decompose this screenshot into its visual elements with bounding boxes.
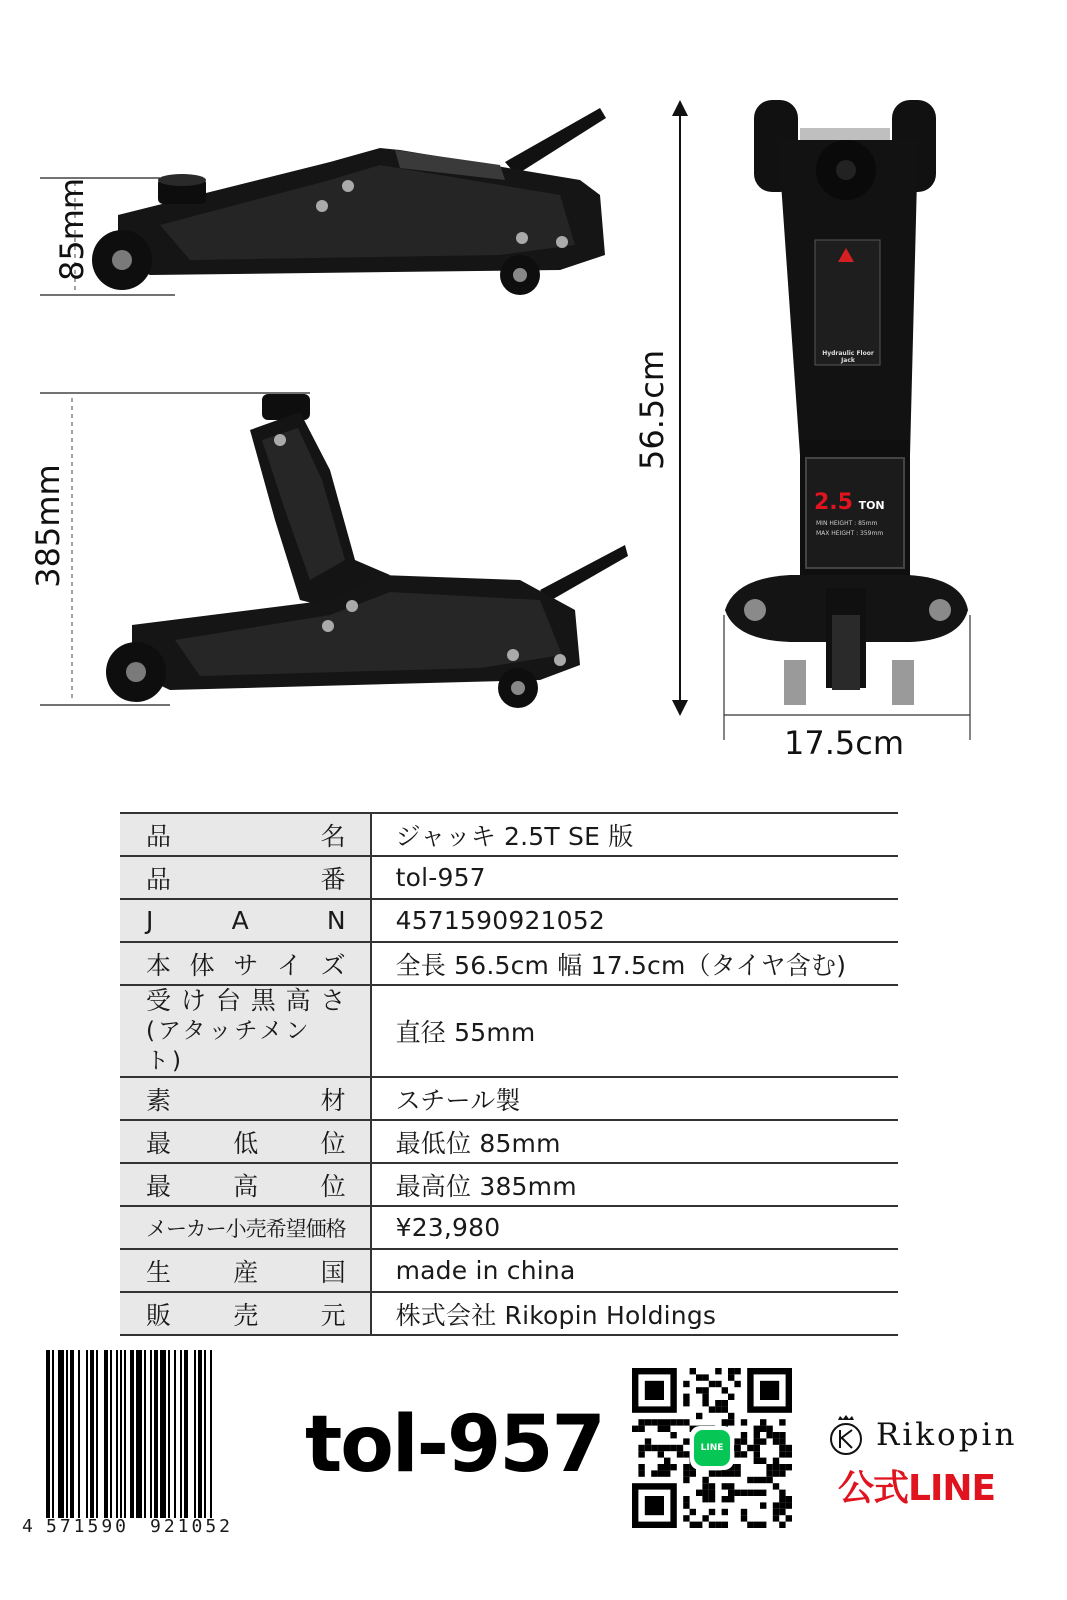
spec-key-label	[146, 1081, 346, 1117]
spec-value: 4571590921052	[371, 899, 898, 942]
spec-key-label	[146, 1124, 346, 1160]
spec-key-char: 材	[320, 1085, 346, 1115]
spec-row	[120, 1249, 898, 1292]
spec-key-char: 体	[189, 950, 215, 980]
spec-row	[120, 856, 898, 899]
spec-key-char: 販	[146, 1300, 172, 1330]
barcode-digits-left: 571590	[46, 1516, 130, 1537]
spec-key-label	[146, 946, 346, 982]
spec-row	[120, 1206, 898, 1249]
spec-key-char: 黒	[250, 986, 276, 1015]
dimension-width: 17.5cm	[784, 724, 905, 762]
official-line-label[interactable]: 公式LINE	[838, 1468, 996, 1509]
spec-key-char: イ	[276, 950, 302, 980]
spec-value: tol-957	[371, 856, 898, 899]
spec-key-char: 低	[233, 1128, 259, 1158]
spec-key	[120, 813, 371, 856]
spec-key-char: 品	[146, 821, 172, 851]
spec-row	[120, 1292, 898, 1335]
spec-key-char: 番	[320, 864, 346, 894]
spec-key-label	[146, 1167, 346, 1203]
capacity-label	[814, 490, 885, 515]
brand-logo	[826, 1414, 866, 1462]
spec-key	[120, 1206, 371, 1249]
spec-row	[120, 985, 898, 1077]
max-height-label: MAX HEIGHT : 359mm	[816, 530, 884, 537]
capacity-unit: TON	[858, 499, 885, 512]
spec-key-char: 元	[320, 1300, 346, 1330]
spec-key-label	[146, 906, 346, 935]
spec-value: 最高位 385mm	[371, 1163, 898, 1206]
spec-key-char: 品	[146, 864, 172, 894]
capacity-value: 2.5	[814, 490, 853, 515]
spec-key-char: 生	[146, 1257, 172, 1287]
spec-key-char: 売	[233, 1300, 259, 1330]
spec-key-line1	[146, 986, 346, 1016]
dimension-low-height: 85mm	[53, 177, 91, 281]
barcode-digit-first: 4	[22, 1516, 33, 1537]
spec-key-label: メーカー小売希望価格	[146, 1216, 346, 1241]
spec-row	[120, 942, 898, 985]
spec-row	[120, 813, 898, 856]
spec-key-char: 素	[146, 1085, 172, 1115]
spec-key-label	[146, 860, 346, 896]
rikopin-crest-icon	[826, 1414, 866, 1458]
line-qr-code[interactable]	[632, 1368, 792, 1528]
spec-value: スチール製	[371, 1077, 898, 1120]
spec-key-char: 高	[233, 1171, 259, 1201]
spec-row	[120, 1120, 898, 1163]
spec-key-char: 高	[285, 986, 311, 1015]
spec-key-char: 最	[146, 1171, 172, 1201]
spec-key-line2: (アタッチメント)	[146, 1018, 312, 1074]
spec-key	[120, 1120, 371, 1163]
spec-row	[120, 1163, 898, 1206]
spec-key	[120, 856, 371, 899]
barcode-digits-right: 921052	[150, 1516, 234, 1537]
spec-key	[120, 1292, 371, 1335]
spec-key-char: J	[146, 906, 154, 935]
spec-key-label	[146, 817, 346, 853]
spec-key-char: 位	[320, 1128, 346, 1158]
dimension-high-height: 385mm	[29, 464, 67, 588]
spec-key-char: さ	[320, 986, 346, 1015]
spec-key	[120, 1163, 371, 1206]
line-badge	[690, 1426, 734, 1470]
spec-key-char: 名	[320, 821, 346, 851]
spec-value: ¥23,980	[371, 1206, 898, 1249]
jack-top-view	[672, 100, 970, 740]
spec-key	[120, 985, 371, 1077]
spec-key-char: 産	[233, 1257, 259, 1287]
spec-key	[120, 899, 371, 942]
spec-row	[120, 1077, 898, 1120]
jack-high-view	[40, 393, 628, 708]
jan-barcode	[22, 1350, 268, 1540]
jack-plate-label: Hydraulic Floor Jack	[822, 350, 874, 364]
spec-key-char: ズ	[320, 950, 346, 980]
spec-key	[120, 1249, 371, 1292]
spec-key-char: け	[180, 986, 206, 1015]
spec-key-char: 最	[146, 1128, 172, 1158]
min-height-label: MIN HEIGHT : 85mm	[816, 520, 878, 527]
spec-key-char: 位	[320, 1171, 346, 1201]
spec-key	[120, 942, 371, 985]
spec-key-char: 台	[215, 986, 241, 1015]
dimension-length: 56.5cm	[633, 350, 671, 471]
line-badge-label: LINE	[694, 1430, 730, 1466]
spec-value: made in china	[371, 1249, 898, 1292]
spec-key-char: 本	[146, 950, 172, 980]
spec-key-label	[146, 1296, 346, 1332]
spec-value: ジャッキ 2.5T SE 版	[371, 813, 898, 856]
product-code: tol-957	[305, 1400, 604, 1490]
spec-key-char: 国	[320, 1257, 346, 1287]
spec-key-char: A	[231, 906, 249, 935]
spec-value: 株式会社 Rikopin Holdings	[371, 1292, 898, 1335]
spec-value: 最低位 85mm	[371, 1120, 898, 1163]
spec-key-char: 受	[146, 986, 172, 1015]
spec-row	[120, 899, 898, 942]
spec-value: 直径 55mm	[371, 985, 898, 1077]
spec-key-label	[146, 1253, 346, 1289]
brand-name: Rikopin	[876, 1417, 1018, 1453]
spec-key-char: サ	[233, 950, 259, 980]
spec-table	[120, 812, 898, 1336]
spec-key	[120, 1077, 371, 1120]
spec-key-char: N	[326, 906, 346, 935]
jack-low-view	[40, 108, 606, 295]
spec-value: 全長 56.5cm 幅 17.5cm（タイヤ含む)	[371, 942, 898, 985]
barcode-bars	[46, 1350, 268, 1518]
